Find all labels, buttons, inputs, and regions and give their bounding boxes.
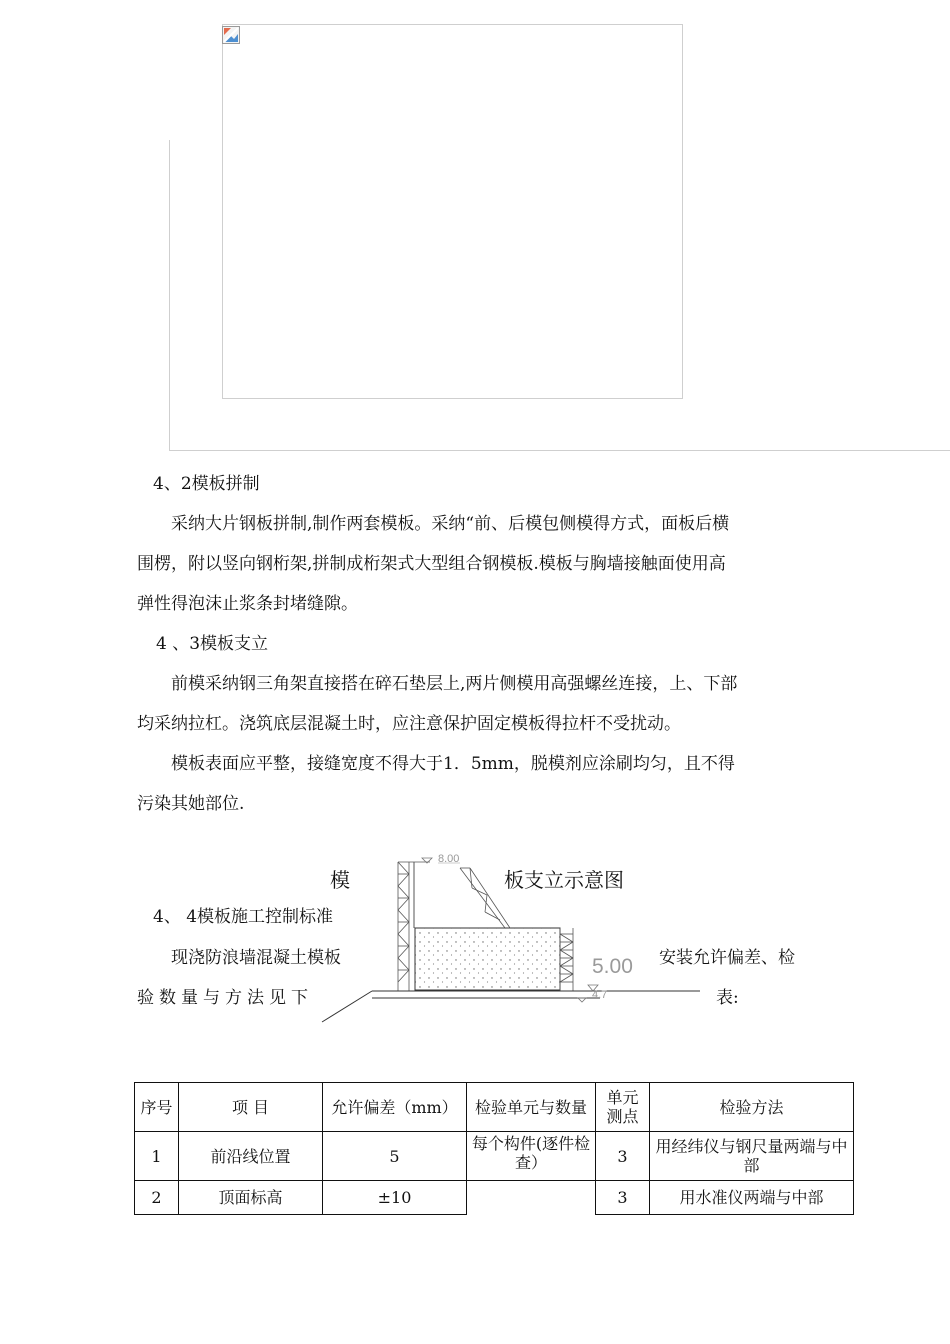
table-cell: ±10 <box>323 1181 467 1215</box>
table-cell: 用水准仪两端与中部 <box>650 1181 854 1215</box>
table-cell: 2 <box>135 1181 179 1215</box>
header-cell: 检验单元与数量 <box>467 1083 596 1132</box>
concrete-block <box>415 928 560 990</box>
header-cell: 项 目 <box>179 1083 323 1132</box>
triangle-support <box>460 868 510 928</box>
para-4-3-line-1: 前模采纳钢三角架直接搭在碎石垫层上,两片侧模用高强螺丝连接，上、下部 <box>171 674 738 694</box>
para-4-4-line-1-right: 安装允许偏差、检 <box>659 948 795 968</box>
header-cell: 允许偏差（mm） <box>323 1083 467 1132</box>
para-4-4-line-2-left: 验数量与方法见下 <box>137 988 313 1008</box>
figure-image-placeholder <box>222 24 683 399</box>
table-cell: 1 <box>135 1132 179 1181</box>
table-row <box>135 1132 854 1181</box>
table-cell <box>467 1181 596 1215</box>
header-cell: 单元测点 <box>596 1083 650 1132</box>
table-cell: 3 <box>596 1132 650 1181</box>
label-elev-mid: 5.00 <box>592 955 633 978</box>
para-4-4-line-2-right: 表: <box>716 988 739 1008</box>
label-elev-top: 8.00 <box>438 853 460 865</box>
header-cell: 检验方法 <box>650 1083 854 1132</box>
para-4-3-line-4: 污染其她部位. <box>137 794 245 814</box>
heading-4-4: 4、 4模板施工控制标准 <box>153 907 334 927</box>
table-row <box>135 1181 854 1215</box>
heading-4-3: 4 、3模板支立 <box>156 634 269 654</box>
table-cell: 每个构件(逐件检查） <box>467 1132 596 1181</box>
diagram-title-left: 模 <box>330 868 350 892</box>
table-cell: 前沿线位置 <box>179 1132 323 1181</box>
para-4-2-line-3: 弹性得泡沫止浆条封堵缝隙。 <box>137 594 358 614</box>
tolerance-table <box>134 1082 854 1215</box>
para-4-4-line-1-left: 现浇防浪墙混凝土模板 <box>171 948 341 968</box>
table-cell: 5 <box>323 1132 467 1181</box>
left-truss <box>398 862 409 991</box>
table-cell: 用经纬仪与钢尺量两端与中部 <box>650 1132 854 1181</box>
diagram-title-right: 板支立示意图 <box>504 868 624 892</box>
broken-image-icon <box>222 26 240 44</box>
para-4-2-line-1: 采纳大片钢板拼制,制作两套模板。采纳“前、后模包侧模得方式，面板后横 <box>171 514 730 534</box>
para-4-3-line-2: 均采纳拉杠。浇筑底层混凝土时，应注意保护固定模板得拉杆不受扰动。 <box>137 714 681 734</box>
para-4-3-line-3: 模板表面应平整，接缝宽度不得大于1．5mm，脱模剂应涂刷均匀，且不得 <box>171 754 735 774</box>
table-cell: 3 <box>596 1181 650 1215</box>
header-cell: 序号 <box>135 1083 179 1132</box>
label-elev-bottom: 4.7 <box>592 989 608 1001</box>
table-cell: 顶面标高 <box>179 1181 323 1215</box>
right-truss <box>560 928 573 991</box>
para-4-2-line-2: 围楞，附以竖向钢桁架,拼制成桁架式大型组合钢模板.模板与胸墙接触面使用高 <box>137 554 726 574</box>
table-header-row <box>135 1083 854 1132</box>
heading-4-2: 4、2模板拼制 <box>153 474 260 494</box>
